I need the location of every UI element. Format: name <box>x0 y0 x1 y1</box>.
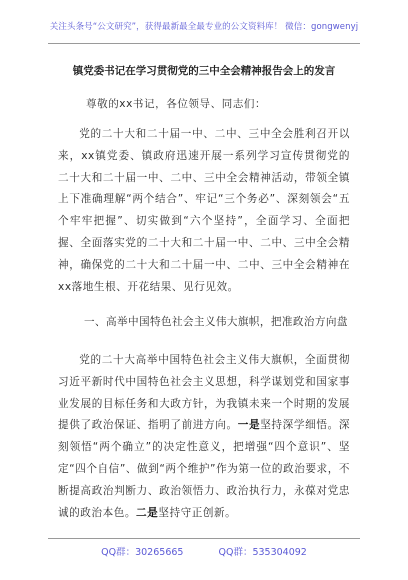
point-two-label: 二是 <box>136 506 159 519</box>
header-divider <box>48 43 360 44</box>
salutation: 尊敬的xx书记，各位领导、同志们： <box>86 98 267 110</box>
section-heading-1: 一、高举中国特色社会主义伟大旗帜，把准政治方向盘 <box>84 316 348 328</box>
paragraph-section-1-text-b: 坚持深学细悟。深刻领悟“两个确立”的决定性意义，把增强“四个意识”、坚定“四个自信”、做到“两个维护”作为第一位的政治要求，不断提高政治判断力、政治领悟力、政治执行力，永葆对党忠诚的政治本色。 <box>58 419 350 519</box>
footer-qq-group-2: QQ群：535304092 <box>218 547 307 558</box>
paragraph-section-1-text-c: 坚持守正创新。 <box>158 506 237 519</box>
paragraph-intro: 党的二十大和二十届一中、二中、三中全会胜利召开以来，xx镇党委、镇政府迅速开展一系列学习宣传贯彻党的二十大和二十届一中、二中、三中全会精神活动，带领全镇上下准确理解“两个结合”、牢记“三个务必”、深刻领会“五个牢牢把握”、切实做到“六个坚持”，全面学习、全面把握、全面落实党的二十大和二十届一中、二中、三中全会精神，确保党的二十大和二十届一中、二中、三中全会精神在xx落地生根、开花结果、见行见效。 <box>58 128 350 293</box>
document-title: 镇党委书记在学习贯彻党的三中全会精神报告会上的发言 <box>72 65 336 77</box>
paragraph-section-1 <box>58 350 350 524</box>
paragraph-section-1-text-a: 党的二十大高举中国特色社会主义伟大旗帜，全面贯彻习近平新时代中国特色社会主义思想，科学谋划党和国家事业发展的目标任务和大政方针，为我镇未来一个时期的发展提供了政治保证、指明了前进方向。 <box>58 354 350 432</box>
point-one-label: 一是 <box>237 419 261 432</box>
footer <box>0 544 408 558</box>
footer-divider <box>48 538 360 539</box>
header-banner: 关注头条号“公文研究”，获得最新最全最专业的公文资料库！ 微信：gongwenyj <box>49 22 359 32</box>
footer-qq-group-1: QQ群：30265665 <box>101 547 184 558</box>
